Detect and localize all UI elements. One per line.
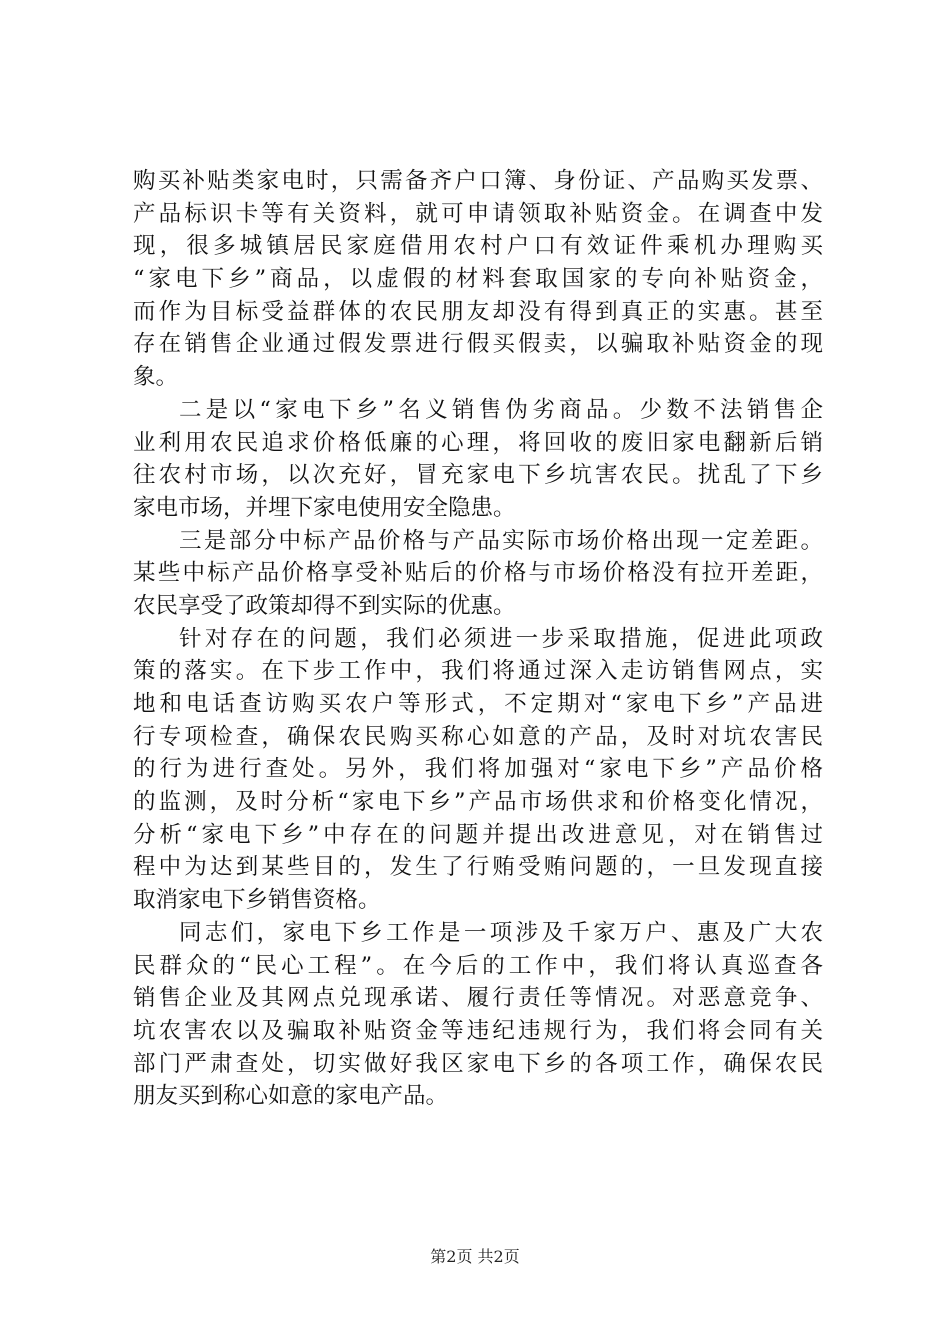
text-line: 策的落实。在下步工作中，我们将通过深入走访销售网点，实 — [133, 658, 823, 685]
paragraph — [133, 394, 823, 525]
paragraph — [133, 623, 823, 917]
text-line: 三是部分中标产品价格与产品实际市场价格出现一定差距。 — [179, 527, 823, 554]
text-line: 家电市场，并埋下家电使用安全隐患。 — [133, 494, 516, 521]
text-line: 象。 — [133, 364, 179, 391]
text-line: 针对存在的问题，我们必须进一步采取措施，促进此项政 — [179, 625, 823, 652]
text-line: 销售企业及其网点兑现承诺、履行责任等情况。对恶意竞争、 — [133, 985, 823, 1012]
text-line: 民群众的“民心工程”。在今后的工作中，我们将认真巡查各 — [133, 952, 823, 979]
page-footer: 第2页 共2页 — [430, 1247, 520, 1266]
text-line: 行专项检查，确保农民购买称心如意的产品，及时对坑农害民 — [133, 723, 823, 750]
paragraph — [133, 525, 823, 623]
text-line: 程中为达到某些目的，发生了行贿受贿问题的，一旦发现直接 — [133, 854, 823, 881]
body-text — [133, 165, 823, 1113]
text-line: 而作为目标受益群体的农民朋友却没有得到真正的实惠。甚至 — [133, 298, 823, 325]
text-line: 存在销售企业通过假发票进行假买假卖，以骗取补贴资金的现 — [133, 331, 823, 358]
text-line: 地和电话查访购买农户等形式，不定期对“家电下乡”产品进 — [133, 691, 823, 717]
text-line: 某些中标产品价格享受补贴后的价格与市场价格没有拉开差距， — [133, 560, 823, 587]
text-line: 现，很多城镇居民家庭借用农村户口有效证件乘机办理购买 — [133, 233, 823, 260]
text-line: 购买补贴类家电时，只需备齐户口簿、身份证、产品购买发票、 — [133, 168, 823, 194]
text-line: 农民享受了政策却得不到实际的优惠。 — [133, 592, 516, 619]
text-line: 业利用农民追求价格低廉的心理，将回收的废旧家电翻新后销 — [133, 429, 823, 456]
paragraph — [133, 165, 823, 394]
text-line: 同志们，家电下乡工作是一项涉及千家万户、惠及广大农 — [179, 919, 823, 946]
text-line: 往农村市场，以次充好，冒充家电下乡坑害农民。扰乱了下乡 — [133, 462, 823, 489]
text-line: 部门严肃查处，切实做好我区家电下乡的各项工作，确保农民 — [133, 1050, 823, 1077]
text-line: 朋友买到称心如意的家电产品。 — [133, 1083, 449, 1110]
text-line: 产品标识卡等有关资料，就可申请领取补贴资金。在调查中发 — [133, 200, 823, 227]
text-line: “家电下乡”商品，以虚假的材料套取国家的专向补贴资金， — [133, 266, 823, 293]
text-line: 的行为进行查处。另外，我们将加强对“家电下乡”产品价格 — [133, 756, 823, 783]
text-line: 分析“家电下乡”中存在的问题并提出改进意见，对在销售过 — [133, 821, 823, 848]
text-line: 二是以“家电下乡”名义销售伪劣商品。少数不法销售企 — [179, 396, 823, 423]
text-line: 坑农害农以及骗取补贴资金等违纪违规行为，我们将会同有关 — [133, 1017, 823, 1044]
text-line: 的监测，及时分析“家电下乡”产品市场供求和价格变化情况， — [133, 789, 823, 816]
text-line: 取消家电下乡销售资格。 — [133, 887, 381, 914]
paragraph — [133, 917, 823, 1113]
